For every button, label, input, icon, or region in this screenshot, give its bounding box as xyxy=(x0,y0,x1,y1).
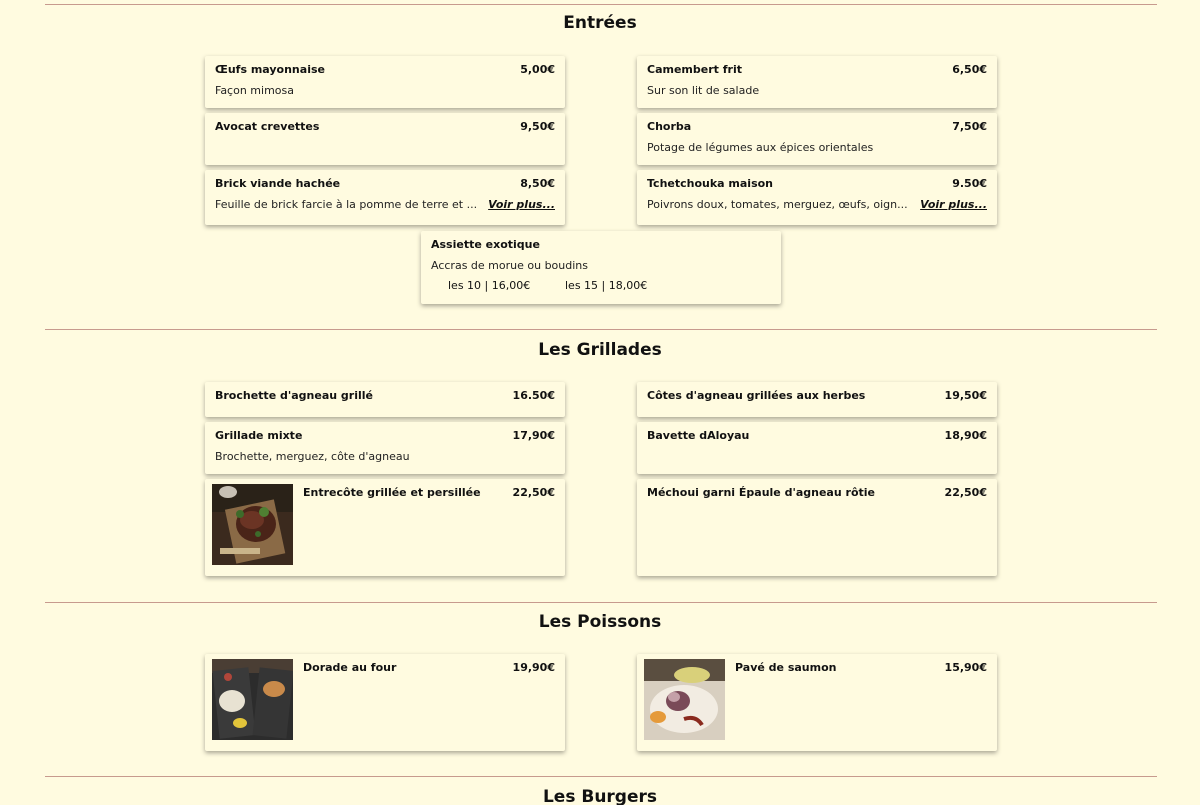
item-name: Entrecôte grillée et persillée xyxy=(303,486,481,499)
menu-item-card[interactable] xyxy=(205,382,565,417)
menu-item-card[interactable] xyxy=(637,56,997,108)
section-divider xyxy=(45,602,1157,603)
item-name: Côtes d'agneau grillées aux herbes xyxy=(647,389,866,402)
menu-item-card[interactable] xyxy=(637,113,997,165)
item-price: 6,50€ xyxy=(952,63,987,76)
item-name: Avocat crevettes xyxy=(215,120,320,133)
see-more-link[interactable]: Voir plus... xyxy=(488,198,555,211)
item-price: 19,90€ xyxy=(512,661,555,674)
item-name: Grillade mixte xyxy=(215,429,303,442)
item-description: Feuille de brick farcie à la pomme de terre et ... xyxy=(215,198,478,211)
menu-item-card[interactable] xyxy=(637,170,997,225)
menu-item-card[interactable] xyxy=(421,231,781,304)
item-name: Bavette dAloyau xyxy=(647,429,750,442)
item-price: 9.50€ xyxy=(952,177,987,190)
item-name: Œufs mayonnaise xyxy=(215,63,325,76)
item-price: 22,50€ xyxy=(944,486,987,499)
item-description: Sur son lit de salade xyxy=(647,84,760,97)
menu-item-card[interactable] xyxy=(205,113,565,165)
item-price: 9,50€ xyxy=(520,120,555,133)
salmon-photo xyxy=(644,659,725,740)
item-price: 7,50€ xyxy=(952,120,987,133)
menu-item-card[interactable] xyxy=(205,170,565,225)
section-title-poissons: Les Poissons xyxy=(538,612,662,632)
item-description: Brochette, merguez, côte d'agneau xyxy=(215,450,410,463)
steak-photo xyxy=(212,484,293,565)
item-name: Pavé de saumon xyxy=(735,661,837,674)
item-price: 19,50€ xyxy=(944,389,987,402)
section-title-entrees: Entrées xyxy=(563,13,637,33)
menu-item-card[interactable] xyxy=(637,479,997,576)
item-name: Camembert frit xyxy=(647,63,742,76)
dorade-photo xyxy=(212,659,293,740)
item-price: 16.50€ xyxy=(512,389,555,402)
item-name: Assiette exotique xyxy=(431,238,540,251)
item-price: 18,90€ xyxy=(944,429,987,442)
menu-item-card[interactable] xyxy=(637,654,997,751)
item-price: 17,90€ xyxy=(512,429,555,442)
section-title-burgers: Les Burgers xyxy=(542,787,658,805)
menu-item-card[interactable] xyxy=(637,382,997,417)
menu-item-card[interactable] xyxy=(205,56,565,108)
section-divider xyxy=(45,329,1157,330)
item-price: 15,90€ xyxy=(944,661,987,674)
item-description: Accras de morue ou boudins xyxy=(431,259,588,272)
menu-item-card[interactable] xyxy=(205,422,565,474)
item-name: Brochette d'agneau grillé xyxy=(215,389,373,402)
item-name: Tchetchouka maison xyxy=(647,177,774,190)
menu-item-card[interactable] xyxy=(637,422,997,474)
item-description: Façon mimosa xyxy=(215,84,294,97)
item-description: Poivrons doux, tomates, merguez, œufs, oign... xyxy=(647,198,908,211)
portion-option: les 10 | 16,00€ xyxy=(448,279,531,292)
item-description: Potage de légumes aux épices orientales xyxy=(647,141,874,154)
item-name: Chorba xyxy=(647,120,692,133)
section-divider xyxy=(45,4,1157,5)
item-name: Dorade au four xyxy=(303,661,397,674)
item-price: 22,50€ xyxy=(512,486,555,499)
see-more-link[interactable]: Voir plus... xyxy=(920,198,987,211)
portion-option: les 15 | 18,00€ xyxy=(565,279,648,292)
section-divider xyxy=(45,776,1157,777)
menu-item-card[interactable] xyxy=(205,479,565,576)
item-name: Méchoui garni Épaule d'agneau rôtie xyxy=(647,486,875,499)
item-price: 8,50€ xyxy=(520,177,555,190)
item-name: Brick viande hachée xyxy=(215,177,341,190)
section-title-grillades: Les Grillades xyxy=(538,340,662,360)
item-price: 5,00€ xyxy=(520,63,555,76)
menu-item-card[interactable] xyxy=(205,654,565,751)
